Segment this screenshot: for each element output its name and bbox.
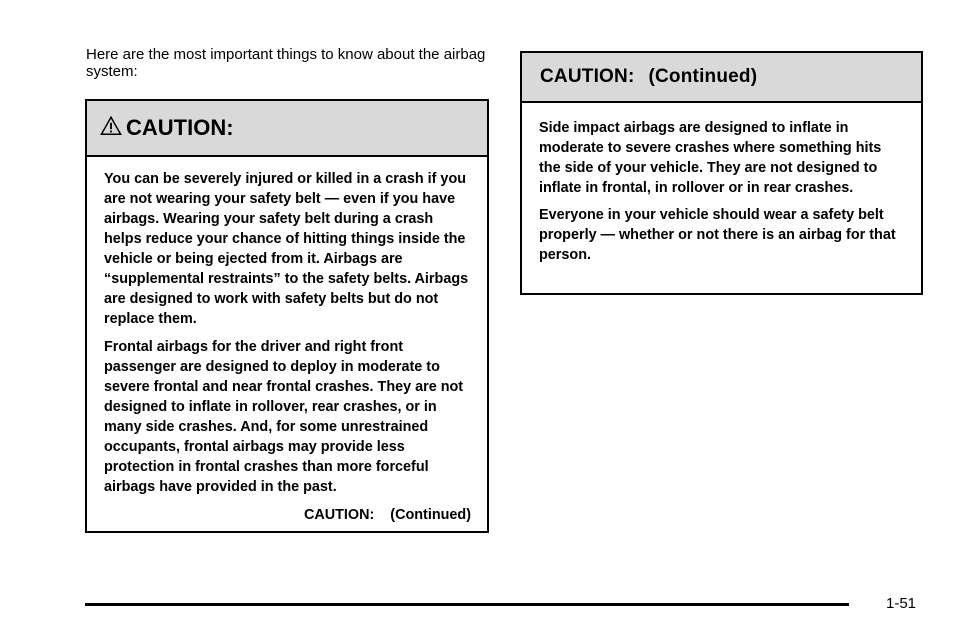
caution-continued-title [540,66,757,88]
caution-paragraph: Frontal airbags for the driver and right front passenger are designed to deploy in moderate to severe frontal and near frontal crashes. They are not designed to inflate in rollover, rear crashes, or in many side crashes. And, for some unrestrained occupants, frontal airbags may provide less protection in frontal crashes than more forceful airbags have provided in the past. [104,339,464,495]
caution-box [85,99,489,533]
warning-triangle-icon [100,115,122,137]
caution-title: CAUTION: [126,115,234,140]
caution-continued-label: CAUTION: (Continued) [303,507,471,523]
caution-continued-title-part1: CAUTION: [540,66,635,87]
caution-continued-box [520,51,923,295]
intro-text: Here are the most important things to know about the airbag system: [86,46,486,80]
caution-paragraph: You can be severely injured or killed in a crash if you are not wearing your safety belt — even if you have airbags. Wearing your safety belt during a crash helps reduce your chance of hitting things inside the vehicle or being ejected from it. Airbags are “supplemental restraints” to the safety belts. Airbags are designed to work with safety belts but do not replace them. [104,171,469,327]
caution-continued-header [522,53,921,103]
footer-rule [85,603,849,606]
caution-continued-paragraph: Side impact airbags are designed to inflate in moderate to severe crashes where something hits the side of your vehicle. They are not designed to inflate in frontal, in rollover or in rear crashes. [539,120,882,196]
caution-body [87,157,487,525]
caution-continued-title-part2: (Continued) [648,66,758,87]
caution-continued-body [522,103,921,265]
page-number: 1-51 [886,595,917,612]
caution-header [87,101,487,157]
caution-continued-paragraph: Everyone in your vehicle should wear a safety belt properly — whether or not there is an airbag for that person. [539,207,896,263]
